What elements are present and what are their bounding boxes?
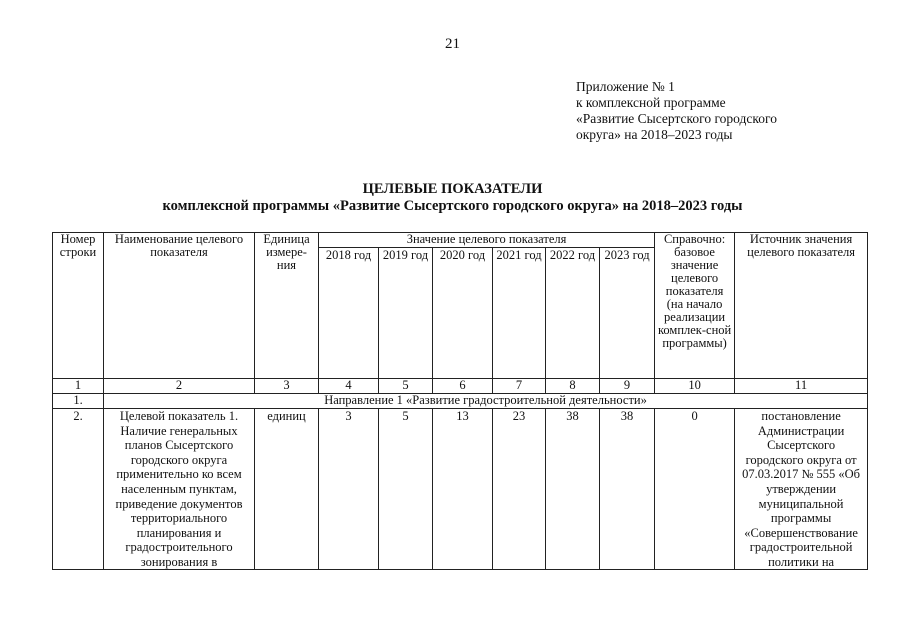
- direction-row: [53, 394, 868, 409]
- column-numbers-row: [53, 379, 868, 394]
- header-indicator-name: Наименование целевого показателя: [104, 233, 255, 379]
- header-baseline: Справочно: базовое значение целевого показателя (на начало реализации комплек-сной программы): [655, 233, 735, 379]
- source-text: постановление Администрации Сысертского городского округа от 07.03.2017 № 555 «Об утверждении муниципальной программы «Совершенствование градостроительной политики на: [742, 409, 861, 569]
- baseline-value: 0: [655, 409, 735, 570]
- header-row: [53, 233, 868, 248]
- value-2020: 13: [433, 409, 493, 570]
- header-year: 2021 год: [493, 248, 546, 379]
- column-number: 4: [319, 379, 379, 394]
- header-value-group: Значение целевого показателя: [319, 233, 655, 248]
- header-year: 2020 год: [433, 248, 493, 379]
- direction-text: Направление 1 «Развитие градостроительной деятельности»: [104, 394, 868, 409]
- header-unit: Единица измере-ния: [255, 233, 319, 379]
- column-number: 11: [735, 379, 868, 394]
- header-year: 2023 год: [600, 248, 655, 379]
- appendix-line: округа» на 2018–2023 годы: [576, 127, 733, 142]
- unit-cell: единиц: [255, 409, 319, 570]
- page-number: 21: [445, 36, 460, 52]
- column-number: 9: [600, 379, 655, 394]
- value-2021: 23: [493, 409, 546, 570]
- header-year: 2018 год: [319, 248, 379, 379]
- appendix-line: к комплексной программе: [576, 95, 726, 110]
- row-number: 2.: [53, 409, 104, 570]
- header-year: 2022 год: [546, 248, 600, 379]
- value-2023: 38: [600, 409, 655, 570]
- document-subtitle: комплексной программы «Развитие Сысертского городского округа» на 2018–2023 годы: [162, 198, 743, 214]
- document-title: ЦЕЛЕВЫЕ ПОКАЗАТЕЛИ: [362, 181, 543, 197]
- header-row-number: Номер строки: [53, 233, 104, 379]
- column-number: 8: [546, 379, 600, 394]
- appendix-line: «Развитие Сысертского городского: [576, 111, 777, 126]
- appendix-line: Приложение № 1: [576, 79, 675, 94]
- indicator-name-cell: [104, 409, 255, 570]
- value-2019: 5: [379, 409, 433, 570]
- column-number: 10: [655, 379, 735, 394]
- column-number: 1: [53, 379, 104, 394]
- table-row: [53, 409, 868, 570]
- value-2022: 38: [546, 409, 600, 570]
- appendix-note: [576, 79, 777, 143]
- value-2018: 3: [319, 409, 379, 570]
- header-source: Источник значения целевого показателя: [735, 233, 868, 379]
- column-number: 5: [379, 379, 433, 394]
- column-number: 6: [433, 379, 493, 394]
- header-year: 2019 год: [379, 248, 433, 379]
- column-number: 7: [493, 379, 546, 394]
- column-number: 2: [104, 379, 255, 394]
- indicators-table: [52, 232, 868, 570]
- column-number: 3: [255, 379, 319, 394]
- source-cell: [735, 409, 868, 570]
- indicator-name: Целевой показатель 1. Наличие генеральных планов Сысертского городского округа применительно ко всем населенным пунктам, приведение документов территориального планирования и градостроительного зонирования в: [115, 409, 243, 569]
- direction-number: 1.: [53, 394, 104, 409]
